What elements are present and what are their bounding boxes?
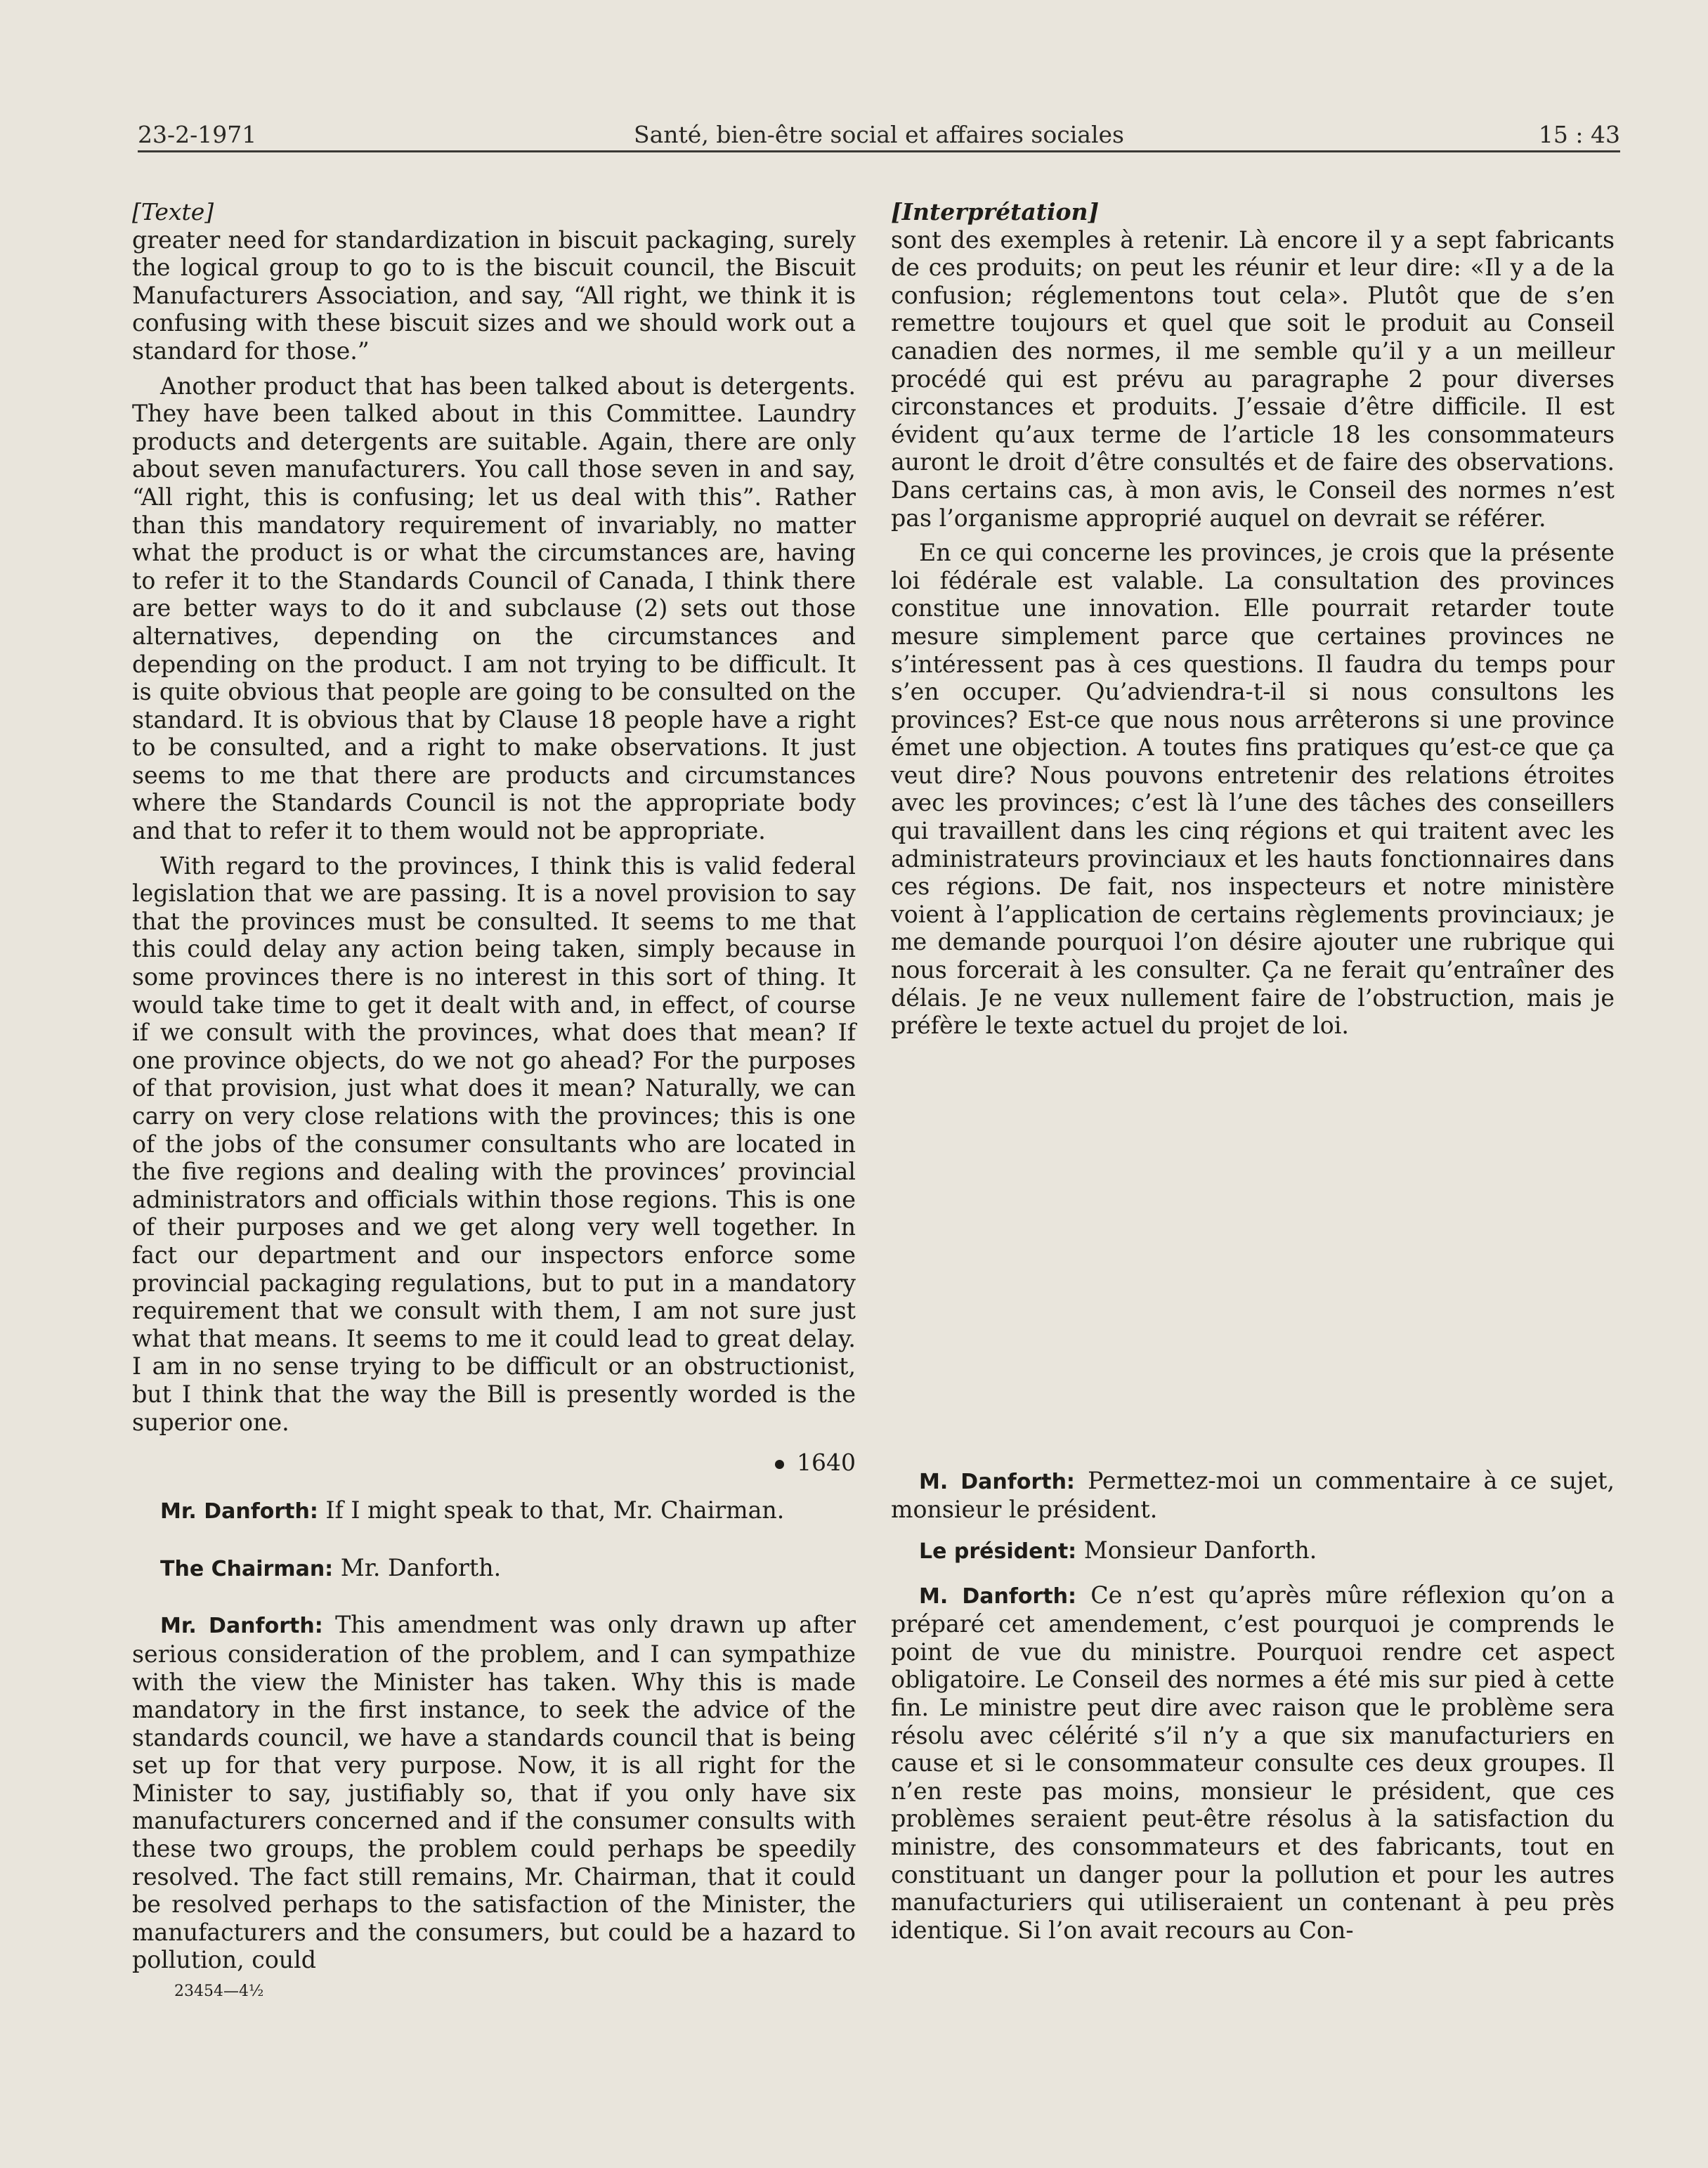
column-gap xyxy=(891,1047,1615,1467)
speaker-name: M. Danforth: xyxy=(919,1469,1075,1494)
bullet-icon xyxy=(775,1460,784,1469)
speech-text: If I might speak to that, Mr. Chairman. xyxy=(318,1496,785,1524)
speech-text: This amendment was only drawn up after serious consideration of the problem, and I can sympathize with the view the Minister has taken. Why this is made mandatory in the first instance, to seek the advice of the standards council, we have a standards council that is being set up for that very purpose. Now, it is all right for the Minister to say, justifiably so, that if you only have six manufacturers concerned and if the consumer consults with these two groups, the problem could perhaps be speedily resolved. The fact still remains, Mr. Chairman, that it could be resolved perhaps to the satisfaction of the Minister, the manufacturers and the consumers, but could be a hazard to pollution, could xyxy=(132,1611,856,1974)
speech xyxy=(132,1554,856,1583)
header-page-number: 15 : 43 xyxy=(1538,121,1620,148)
speaker-name: Le président: xyxy=(919,1539,1077,1564)
header-rule xyxy=(138,150,1620,152)
speech xyxy=(891,1581,1615,1945)
speaker-name: Mr. Danforth: xyxy=(160,1614,323,1639)
section-label-texte: [Texte] xyxy=(132,198,214,226)
print-code: 23454—4½ xyxy=(174,1983,264,2001)
speaker-name: M. Danforth: xyxy=(919,1583,1077,1609)
speaker-name: Mr. Danforth: xyxy=(160,1499,318,1524)
speech xyxy=(132,1496,856,1526)
running-header xyxy=(138,118,1620,152)
speech xyxy=(132,1611,856,1974)
time-marker xyxy=(132,1449,856,1477)
paragraph: En ce qui concerne les provinces, je crois que la présente loi fédérale est valable. La consultation des provinces constitue une innovation. Elle pourrait retarder toute mesure simplement parce que certaines provinces ne s’intéressent pas à ces questions. Il faudra du temps pour s’en occuper. Qu’adviendra-t-il si nous consultons les provinces? Est-ce que nous nous arrêterons si une province émet une objection. A toutes fins pratiques qu’est-ce que ça veut dire? Nous pouvons entretenir des relations étroites avec les provinces; c’est là l’une des tâches des conseillers qui travaillent dans les cinq régions et qui traitent avec les administrateurs provinciaux et les hauts fonctionnaires dans ces régions. De fait, nos inspecteurs et notre ministère voient à l’application de certains règlements provinciaux; je me demande pourquoi l’on désire ajouter une rubrique qui nous forcerait à les consulter. Ça ne ferait qu’entraîner des délais. Je ne veux nullement faire de l’obstruction, mais je préfère le texte actuel du projet de loi. xyxy=(891,539,1615,1040)
speech-text: Mr. Danforth. xyxy=(333,1553,502,1581)
paragraph: With regard to the provinces, I think this is valid federal legislation that we are passing. It is a novel provision to say that the provinces must be consulted. It seems to me that this could delay any action being taken, simply because in some provinces there is no interest in this sort of thing. It would take time to get it dealt with and, in effect, of course if we consult with the provinces, what does that mean? If one province objects, do we not go ahead? For the purposes of that provision, just what does it mean? Naturally, we can carry on very close relations with the provinces; this is one of the jobs of the consumer consultants who are located in the five regions and dealing with the provinces’ provincial administrators and officials within those regions. This is one of their purposes and we get along very well together. In fact our department and our inspectors enforce some provincial packaging regulations, but to put in a mandatory requirement that we consult with them, I am not sure just what that means. It seems to me it could lead to great delay. I am in no sense trying to be difficult or an obstructionist, but I think that the way the Bill is presently worded is the superior one. xyxy=(132,851,856,1436)
time-marker-value: 1640 xyxy=(797,1449,856,1477)
right-column xyxy=(891,198,1615,1951)
paragraph: Another product that has been talked about is detergents. They have been talked about in this Committee. Laundry products and detergents are suitable. Again, there are only about seven manufacturers. You call those seven in and say, “All right, this is confusing; let us deal with this”. Rather than this mandatory requirement of invariably, no matter what the product is or what the circumstances are, having to refer it to the Standards Council of Canada, I think there are better ways to do it and subclause (2) sets out those alternatives, depending on the circumstances and depending on the product. I am not trying to be difficult. It is quite obvious that people are going to be consulted on the standard. It is obvious that by Clause 18 people have a right to be consulted, and a right to make observations. It just seems to me that there are products and circumstances where the Standards Council is not the appropriate body and that to refer it to them would not be appropriate. xyxy=(132,372,856,845)
speech-text: Monsieur Danforth. xyxy=(1076,1536,1317,1564)
paragraph: sont des exemples à retenir. Là encore il y a sept fabricants de ces produits; on peut les réunir et leur dire: «Il y a de la confusion; réglementons tout cela». Plutôt que de s’en remettre toujours et quel que soit le produit au Conseil canadien des normes, il me semble qu’il y a un meilleur procédé qui est prévu au paragraphe 2 pour diverses circonstances et produits. J’essaie d’être difficile. Il est évident qu’aux terme de l’article 18 les consommateurs auront le droit d’être consultés et de faire des observations. Dans certains cas, à mon avis, le Conseil des normes n’est pas l’organisme approprié auquel on devrait se référer. xyxy=(891,226,1615,532)
speech-text: Ce n’est qu’après mûre réflexion qu’on a préparé cet amendement, c’est pourquoi je comprends le point de vue du ministre. Pourquoi rendre cet aspect obligatoire. Le Conseil des normes a été mis sur pied à cette fin. Le ministre peut dire avec raison que le problème sera résolu avec célérité s’il n’y a que six manufacturiers en cause et si le consommateur consulte ces deux groupes. Il n’en reste pas moins, monsieur le président, que ces problèmes seraient peut-être résolus à la satisfaction du ministre, des consommateurs et des fabricants, tout en constituant un danger pour la pollution et pour les autres manufacturiers qui utiliseraient un contenant à peu près identique. Si l’on avait recours au Con- xyxy=(891,1581,1615,1944)
speech xyxy=(891,1467,1615,1524)
speech xyxy=(891,1536,1615,1566)
speaker-name: The Chairman: xyxy=(160,1556,334,1581)
header-date: 23-2-1971 xyxy=(138,121,257,148)
speech-text: Permettez-moi un commentaire à ce sujet, monsieur le président. xyxy=(891,1466,1615,1524)
section-label-interpretation: [Interprétation] xyxy=(891,198,1100,226)
left-column xyxy=(132,198,856,2002)
header-title: Santé, bien-être social et affaires sociales xyxy=(634,121,1124,148)
paragraph: greater need for standardization in biscuit packaging, surely the logical group to go to is the biscuit council, the Biscuit Manufacturers Association, and say, “All right, we think it is confusing with these biscuit sizes and we should work out a standard for those.” xyxy=(132,226,856,365)
